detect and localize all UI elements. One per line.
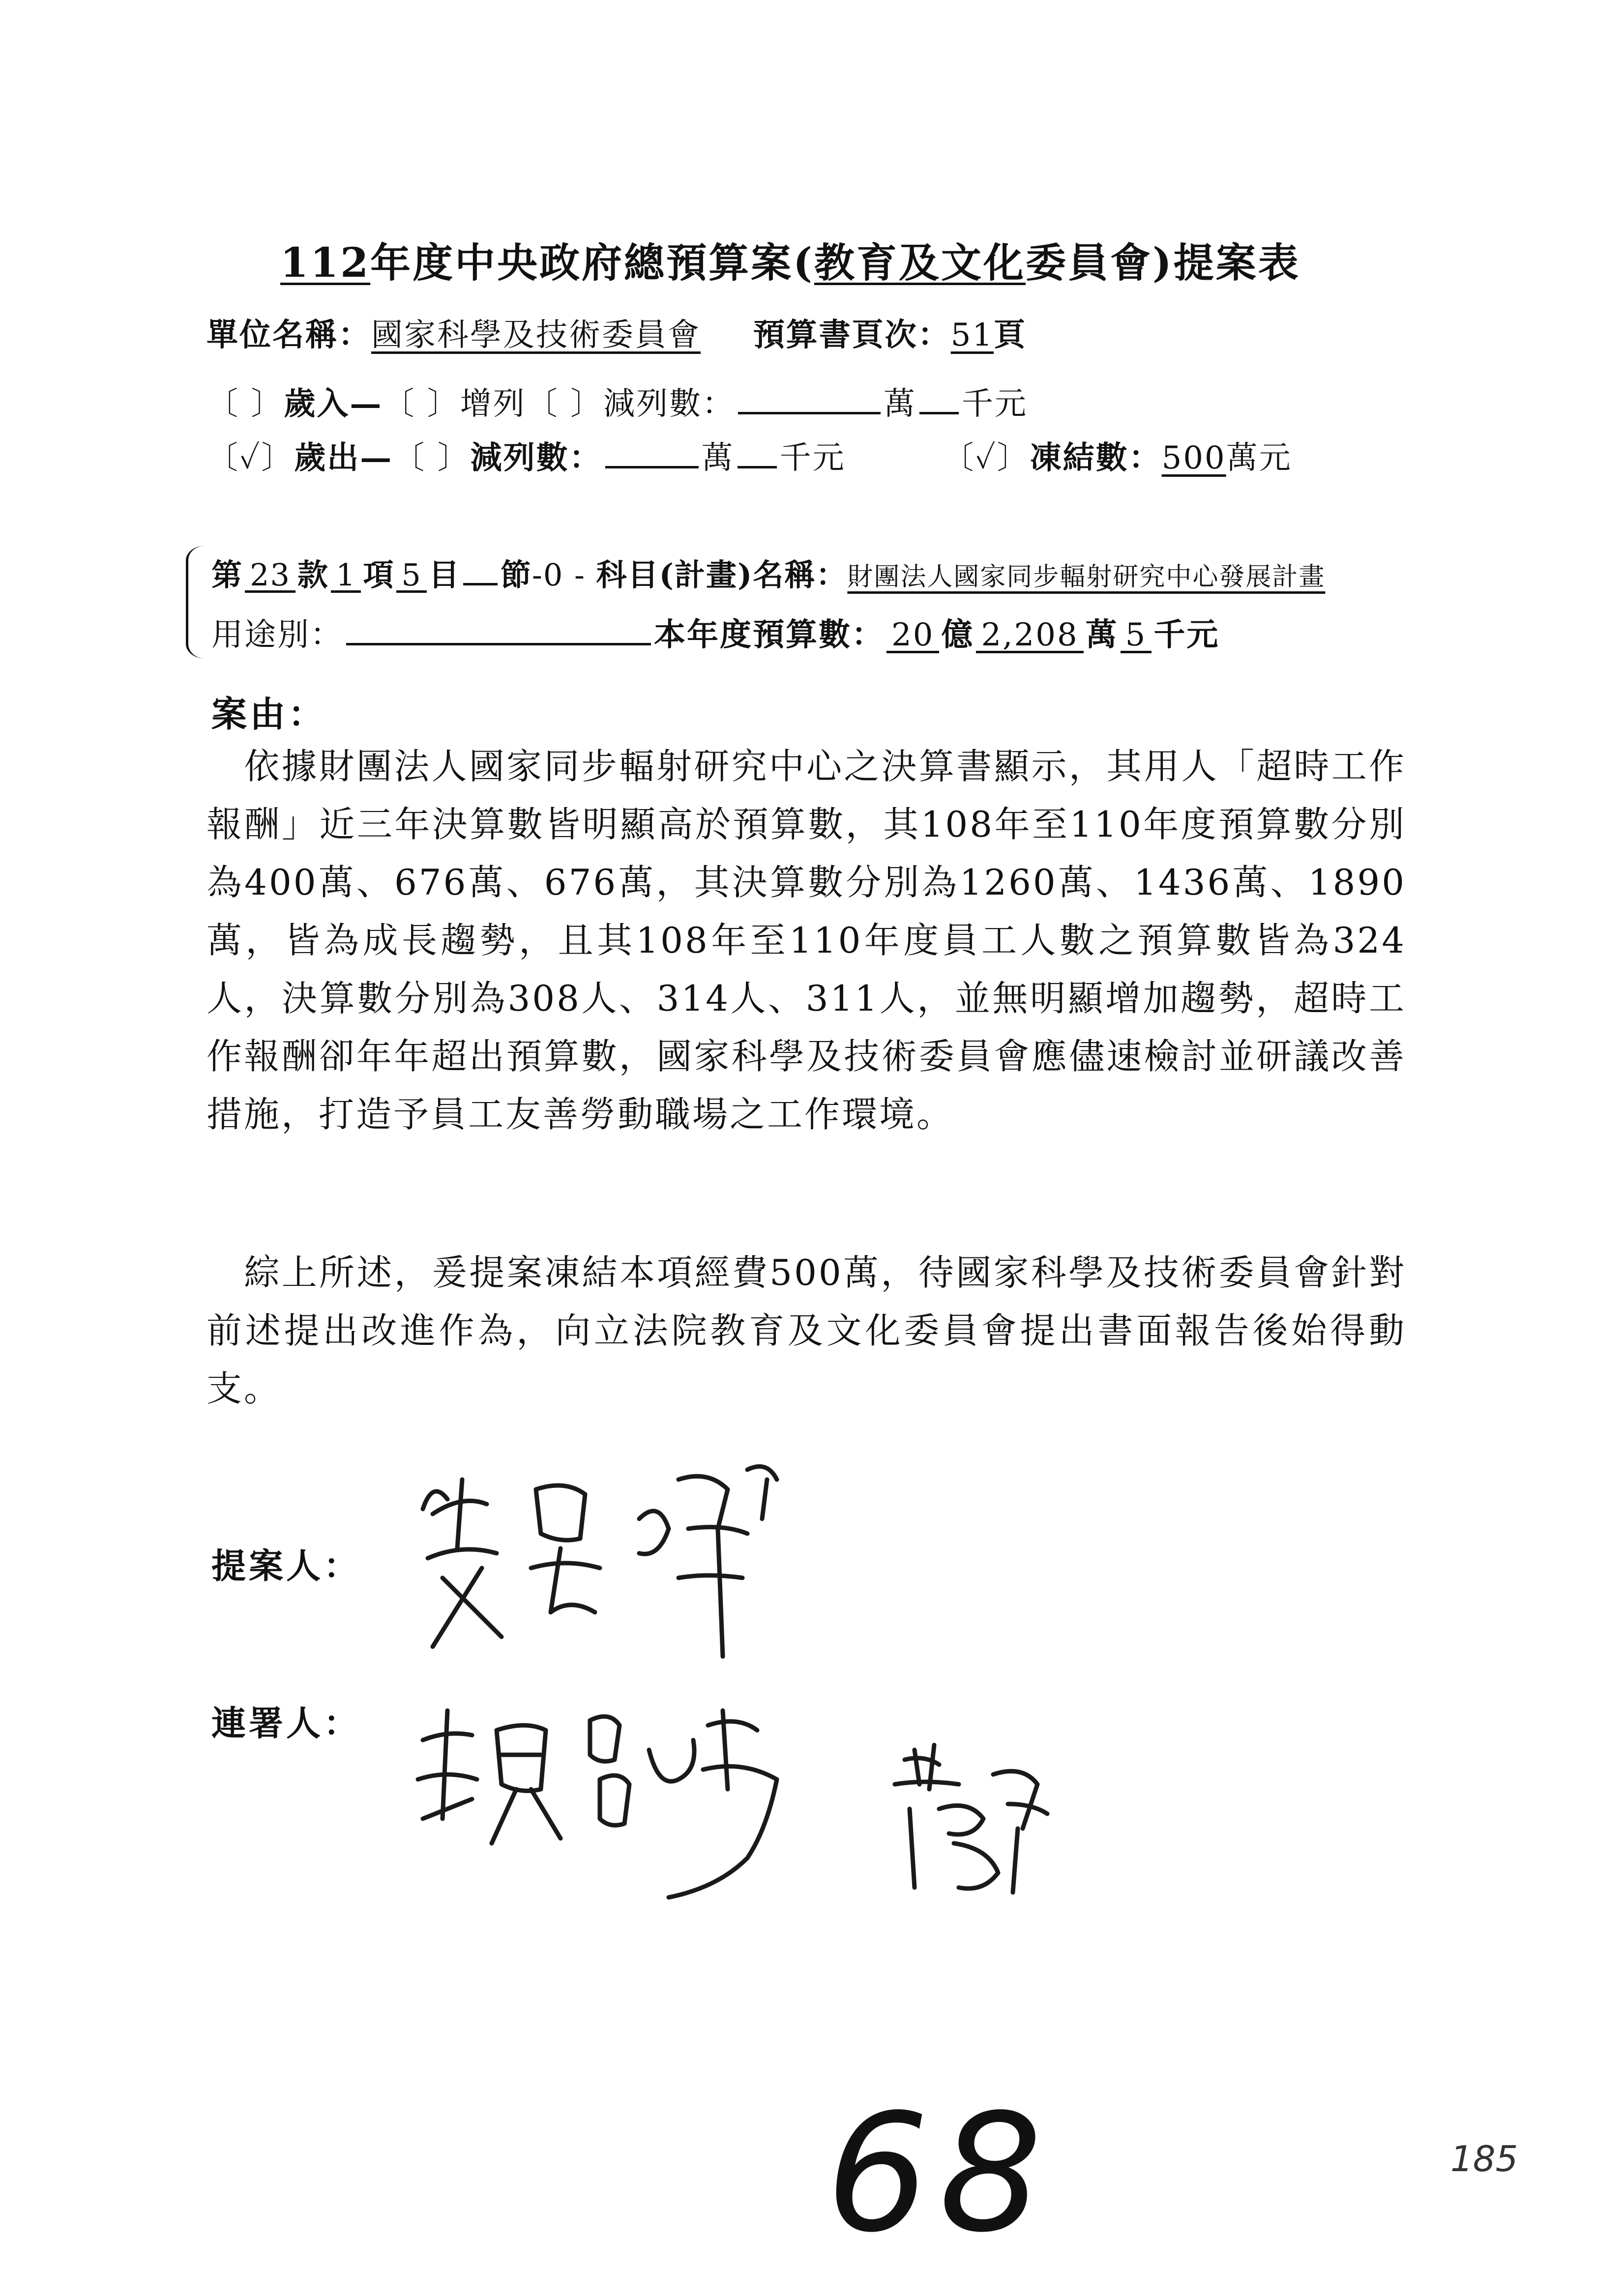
cosigner-signature-1 xyxy=(403,1681,856,1917)
page-unit: 頁 xyxy=(994,317,1027,353)
expense-checkbox: 〔✓〕 xyxy=(207,440,295,476)
subject-dash: -0 - xyxy=(531,557,586,593)
page-label: 預算書頁次： xyxy=(753,317,951,353)
subject-brace xyxy=(186,546,208,659)
proposer-signature xyxy=(403,1450,856,1706)
income-qian: 千元 xyxy=(962,386,1028,422)
case-paragraph-1: 依據財團法人國家同步輻射研究中心之決算書顯示，其用人「超時工作報酬」近三年決算數皆明顯高於預算數，其108年至110年度預算數分別為400萬、676萬、676萬，其決算數分別為1260萬、1436萬、1890萬，皆為成長趨勢，且其108年至110年度員工人數之預算數皆為324人，決算數分別為308人、314人、311人，並無明顯增加趨勢，超時工作報酬卻年年超出預算數，國家科學及技術委員會應儘速檢討並研議改善措施，打造予員工友善勞動職場之工作環境。 xyxy=(207,746,1406,1135)
expense-qian-blank xyxy=(738,437,777,468)
expense-label: 歲出— xyxy=(294,439,393,476)
expense-qian: 千元 xyxy=(779,440,846,476)
mu-value: 5 xyxy=(396,560,426,593)
expense-wan: 萬 xyxy=(701,440,735,476)
budget-label: 本年度預算數： xyxy=(654,616,885,653)
kuan-value: 23 xyxy=(245,560,295,593)
qian-label: 千元 xyxy=(1153,616,1220,653)
corner-number-handwritten: 185 xyxy=(1450,2138,1518,2180)
income-row xyxy=(207,378,1028,424)
yi-value: 20 xyxy=(886,619,939,653)
subject-name-value: 財團法人國家同步輻射研究中心發展計畫 xyxy=(847,562,1326,592)
expense-row xyxy=(207,433,1292,478)
income-reduce-label: 減列數： xyxy=(603,386,736,422)
title-middle: 年度中央政府總預算案( xyxy=(370,239,814,287)
title-committee: 教育及文化 xyxy=(814,239,1026,287)
unit-label: 單位名稱： xyxy=(207,317,371,353)
income-checkbox: 〔 〕 xyxy=(207,386,284,422)
usage-row xyxy=(211,610,1219,655)
freeze-value: 500 xyxy=(1161,440,1226,476)
expense-reduce-checkbox: 〔 〕 xyxy=(393,440,471,476)
expense-reduce-label: 減列數： xyxy=(470,439,602,476)
usage-label: 用途別： xyxy=(211,617,343,653)
income-add-checkbox: 〔 〕 xyxy=(383,386,460,422)
xiang-label: 項 xyxy=(363,557,395,593)
income-reduce-checkbox: 〔 〕 xyxy=(526,386,604,422)
unit-value: 國家科學及技術委員會 xyxy=(371,317,701,353)
cosigner-label: 連署人： xyxy=(211,1703,361,1744)
income-label: 歲入— xyxy=(284,385,383,422)
title-end: 委員會)提案表 xyxy=(1026,239,1300,287)
wan-label: 萬 xyxy=(1085,616,1119,653)
income-wan-blank xyxy=(738,383,881,414)
page-number-handwritten: 68 xyxy=(826,2079,1052,2268)
freeze-label: 凍結數： xyxy=(1030,439,1162,476)
xiang-value: 1 xyxy=(331,560,361,593)
case-paragraph-2: 綜上所述，爰提案凍結本項經費500萬，待國家科學及技術委員會針對前述提出改進作為，向立法院教育及文化委員會提出書面報告後始得動支。 xyxy=(207,1252,1406,1409)
jie-label: 節 xyxy=(500,557,532,593)
usage-blank xyxy=(346,614,651,645)
income-add-label: 增列 xyxy=(460,386,526,422)
expense-wan-blank xyxy=(605,437,699,468)
qian-value: 5 xyxy=(1121,619,1152,653)
subject-name-label: 科目(計畫)名稱： xyxy=(596,557,848,593)
form-title xyxy=(280,231,1300,289)
freeze-checkbox: 〔✓〕 xyxy=(942,440,1030,476)
unit-row xyxy=(207,310,1027,355)
subject-row xyxy=(211,551,1325,594)
freeze-unit: 萬元 xyxy=(1226,440,1292,476)
subject-di: 第 xyxy=(211,557,243,593)
income-wan: 萬 xyxy=(884,386,917,422)
page-value: 51 xyxy=(950,317,994,353)
income-qian-blank xyxy=(919,383,959,414)
case-title: 案由： xyxy=(211,693,327,735)
proposer-label: 提案人： xyxy=(211,1545,361,1586)
title-year: 112 xyxy=(280,239,371,287)
yi-label: 億 xyxy=(941,616,974,653)
jie-blank xyxy=(463,554,498,585)
kuan-label: 款 xyxy=(297,557,329,593)
mu-label: 目 xyxy=(428,557,460,593)
cosigner-signature-2 xyxy=(875,1730,1072,1907)
wan-value: 2,208 xyxy=(976,619,1083,653)
